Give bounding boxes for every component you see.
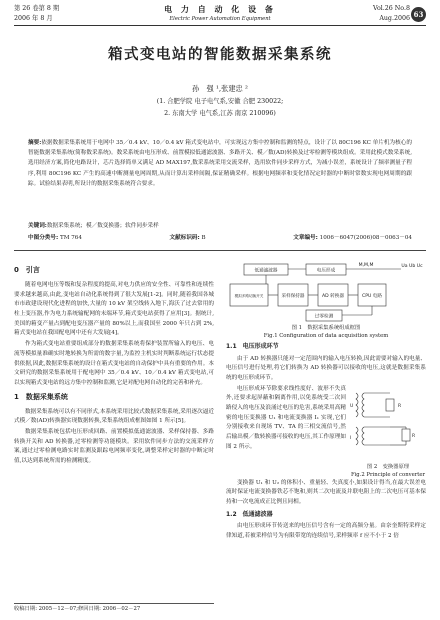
left-column	[14, 262, 214, 468]
abstract-text: 依据数据采集系统用于电网中 35／0.4 kV、10／0.4 kV 箱式变电站中，可实现远方集中控制和监测的特点，设计了以 80C196 KC 单片机为核心的智能数据采集系统(简称数采系统)。数采系统由电压形成、前置模拟低通滤波器、多路开关、模／数(AD)转换及过零检测等模块组成。采用此模式数采系统,选用经济方案,简化电路设计，芯片选择简单又满足 AD MAX197,数采系统采用交流采样，选用软件同步采样方式，为减小误差，系统设计了频率测量子程序,利用 80C196 KC 产生的高速中断测量电网周期,从而计算出采样间隔,保证精确采样。根据电网频率和变化情况定时器的中断时常数实现电网周期的跟踪。试验结果表明,所设计的数据采集系统符合要求。	[28, 140, 412, 187]
figure-1-caption-cn: 图 1 数据采集系统组成框图	[291, 325, 361, 331]
right-column	[226, 262, 426, 543]
text-with-figure-2	[226, 385, 426, 479]
section-heading-1-1: 1.1 电压形成环节	[226, 343, 279, 350]
received-date-footnote: 收稿日期: 2005－12－07;修回日期: 2006－02－27	[14, 603, 214, 614]
keywords-text: 数据采集系统；模／数变换器；软件同步采样	[46, 223, 159, 229]
paragraph: 电压形成环节除要求线性度好、波形不失真外,还要求起屏蔽和隔离作用,以免系统受二次回路侵入的电压及浪涌过电压的危害,系统采用高精密的电压变换器 U₁ 和电流变换器 I₁ 实现,它们分别接收来自现场 TV、TA 的三相交流信号,然后输出模／数转换器可接收的电压,其工作原理如图 2 所示。	[226, 385, 346, 450]
block-sh: 采样保持器	[281, 294, 305, 299]
volume-info-en: Vol.26 No.8 Aug.2006	[373, 5, 410, 22]
paragraph: 随着电网电压等级和复杂程度的提高,对电力供应的安全性、可靠性和连续性要求越来越高,由此,变电站自动化系统得到了很大发展[1-2]。同时,随着我国各城市市政建设现代化进程的加快,大量的 10 kV 架空线转入地下,海沃了过去常用的柱上变压器,作为电力系统输配网的末端环节,箱式变电站获得了应用[3]。据统计,美国的箱变产量占到配电变压器产量的 80%以上,而我国至 2000 年只占到 2%,箱式变电站在我国配电网中还有大发展[4]。	[14, 281, 214, 337]
svg-text:U: U	[350, 403, 354, 409]
journal-name-en: Electric Power Automation Equipment	[169, 16, 271, 22]
paragraph: 由电压形成环节传送来的电压信号含有一定的高频分量。由奈奎斯特采样定律知道,若被采样信号为有限带宽的连续信号,采样频率 f 应不小于 2 倍	[226, 523, 426, 539]
svg-text:I: I	[350, 435, 352, 441]
abstract	[28, 138, 412, 189]
document-code: 文献标识码: B	[169, 235, 206, 241]
block-voltage: 电压形成	[316, 268, 336, 274]
figure-2-caption-en: Fig.2 Principle of converter	[350, 471, 426, 478]
block-adc: AD 转换器	[322, 294, 344, 299]
figure-2-caption-cn: 图 2 变换器原理	[366, 463, 410, 470]
figure-2-converter	[350, 385, 426, 479]
svg-text:R: R	[398, 403, 402, 409]
svg-text:R: R	[412, 433, 416, 439]
journal-name-cn: 电 力 自 动 化 设 备	[164, 4, 276, 14]
volume-info: 第 26 卷第 8 期 2006 年 8 月	[14, 5, 60, 22]
keywords-label: 关键词:	[28, 223, 47, 229]
block-cpu: CPU 电路	[362, 294, 382, 299]
abstract-label: 摘要:	[28, 140, 42, 146]
block-diagram-svg	[226, 262, 426, 324]
affiliation-2: 2. 东南大学 电气系,江苏 南京 210096)	[164, 110, 276, 117]
affiliation-1: (1. 合肥学院 电子电气系,安徽 合肥 230022;	[156, 98, 284, 105]
block-zero: 过零检测	[314, 314, 334, 320]
figure-1-caption-en: Fig.1 Configuration of data acquisition system	[263, 333, 389, 339]
keywords	[28, 223, 412, 231]
block-mux: 模拟多路切换开关	[234, 294, 264, 298]
paragraph: 由于 AD 转换器只能对一定范围内的输入电压转换,因此需要对输入的电量、电压信号进行处理,将它们转换为 AD 转换器可以接收的电压,这就是数据采集系统的电压形成环节。	[226, 355, 426, 381]
paragraph: 数据采集系统包括电压形成回路、前置模拟低通滤波器、采样保持器、多路转换开关和 AD 转换器,过零检测等功能模块。采用软件同步方法的交流采样方案,通过过零检测电路实时监测及跟踪电网频率变化,调整采样定时器的中断定时值,以达到系统所需的检测精度。	[14, 429, 214, 465]
paragraph: 数据采集系统可以有不同形式,本系统采用比较式数据采集系统,采用逐次逼近式模／数(AD)转换器实现数据转换,采集系统组成框图如图 1 所示[5]。	[14, 408, 214, 425]
page-number: 63	[411, 7, 426, 22]
figure-1-block-diagram	[226, 262, 426, 324]
paragraph: 变换器 U₁ 和 U₂ 的体积小、重量轻、失真度小,如果设计得当,在最大误差电流时保证电流变换器铁芯不饱和,则其二次电流及并联电阻上的二次电压可基本保持和一次电流成正比例且同相。	[226, 479, 426, 505]
input-labels: Ua Ub Uc	[401, 264, 423, 269]
converter-schematic-svg	[350, 385, 426, 459]
block-lowpass: 低通滤波器	[254, 268, 278, 274]
paragraph: 作为箱式变电站重要组成部分的数据采集系统将保护装置所输入的电压、电流等模拟量准确实时地转换为所需的数字量,为监控主机实时判断系统运行状态提供依据,因此,数据采集系统的设计在箱式变电站的自动保护中具有重要的作用。本文研究的数据采集系统用于配电网中 35／0.4 kV、10／0.4 kV 箱式变电站,可以实现箱式变电站的远方集中控制和监测,它是对配电网自动化的完善和补充。	[14, 341, 214, 386]
classification-line	[28, 235, 412, 243]
section-heading-intro: 0 引言	[14, 266, 40, 274]
section-heading-1-2: 1.2 低通滤波器	[226, 510, 273, 518]
journal-name	[14, 4, 426, 24]
divider	[14, 250, 426, 251]
clc-code: 中图分类号: TM 764	[28, 235, 82, 241]
authors: 孙 强 ¹,张建忠 ²	[192, 84, 248, 93]
mux-label: M,M,M	[358, 263, 374, 268]
section-heading-1: 1 数据采集系统	[14, 392, 68, 401]
article-id: 文章编号: 1006－6047(2006)08－0063－04	[293, 235, 412, 241]
running-header	[14, 4, 426, 26]
paper-title: 箱式变电站的智能数据采集系统	[108, 46, 332, 63]
